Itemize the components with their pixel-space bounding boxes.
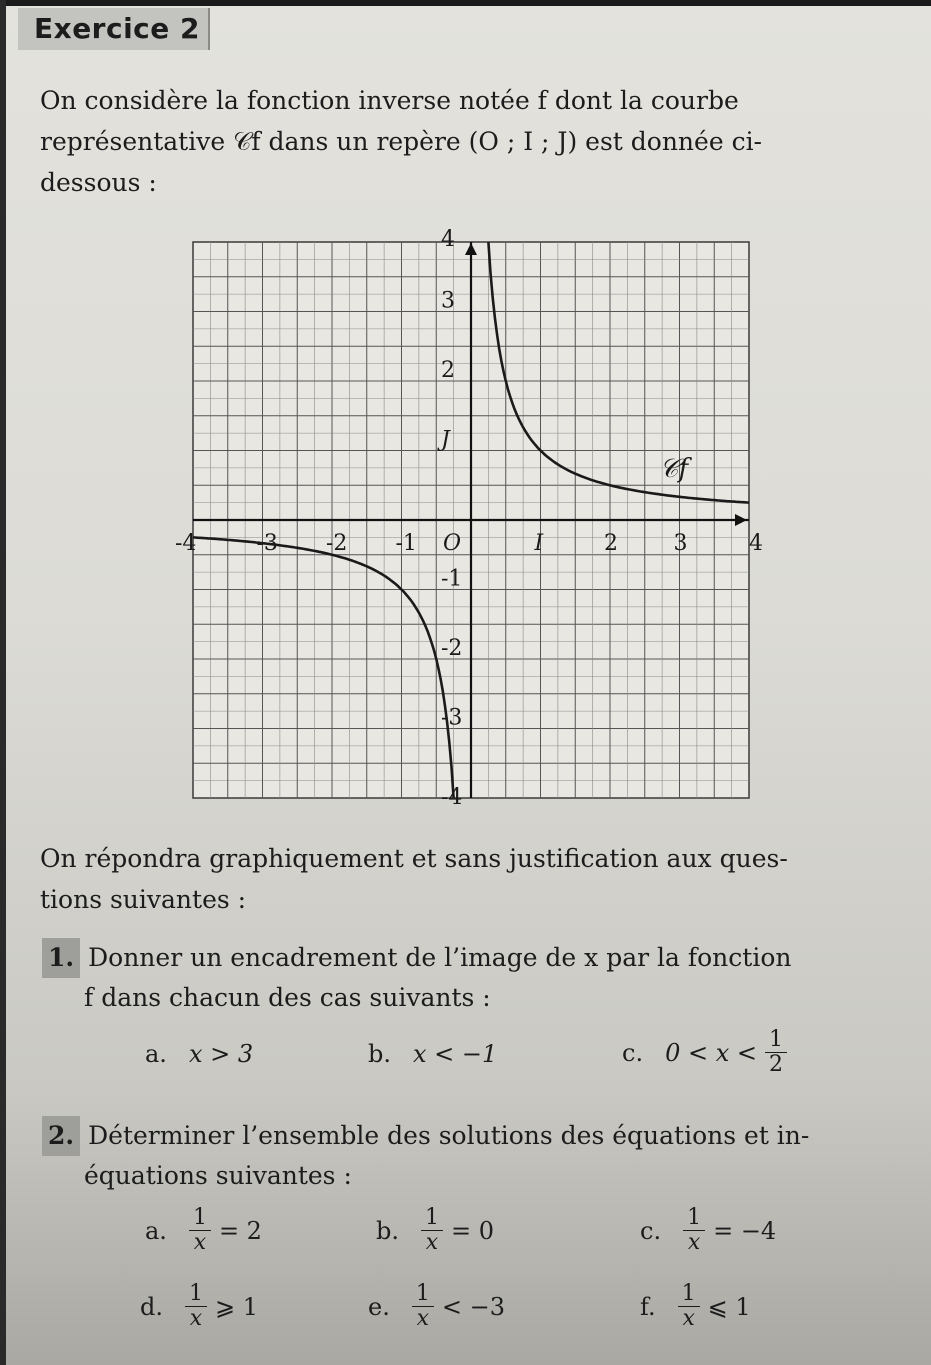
x-tick-label: I bbox=[534, 531, 544, 556]
q2-b-denominator: x bbox=[425, 1230, 439, 1255]
y-tick-label: -4 bbox=[441, 785, 463, 810]
x-tick-label: -4 bbox=[175, 531, 197, 556]
question-1 bbox=[42, 938, 902, 1018]
instructions-line-2: tions suivantes : bbox=[40, 885, 247, 914]
y-tick-label: 3 bbox=[441, 288, 455, 314]
instructions-line-1: On répondra graphiquement et sans justification aux ques- bbox=[40, 844, 788, 873]
q2-d-denominator: x bbox=[189, 1306, 203, 1331]
q2-f-numerator: 1 bbox=[678, 1282, 700, 1307]
question-1-line-2: f dans chacun des cas suivants : bbox=[84, 983, 491, 1012]
q2-c-rhs: = −4 bbox=[713, 1216, 777, 1245]
q2-e-label: e. bbox=[368, 1292, 390, 1321]
q1-c-numerator: 1 bbox=[765, 1028, 787, 1053]
intro-line-1: On considère la fonction inverse notée f dont la courbe bbox=[40, 86, 739, 115]
question-2 bbox=[42, 1116, 902, 1196]
question-2-line-1: Déterminer l’ensemble des solutions des équations et in- bbox=[88, 1121, 810, 1150]
q2-e-numerator: 1 bbox=[412, 1282, 434, 1307]
q1-item-a bbox=[145, 1040, 253, 1068]
x-tick-label: -1 bbox=[395, 531, 417, 556]
exercise-title: Exercice 2 bbox=[34, 12, 200, 45]
q1-c-denominator: 2 bbox=[769, 1052, 783, 1077]
x-tick-label: 2 bbox=[604, 531, 618, 556]
q2-item-e bbox=[368, 1282, 505, 1331]
q2-item-f bbox=[640, 1282, 751, 1331]
y-tick-label: -2 bbox=[441, 636, 463, 661]
y-tick-label: -1 bbox=[441, 566, 463, 592]
q2-e-rhs: < −3 bbox=[441, 1292, 505, 1321]
y-tick-label: 4 bbox=[441, 227, 455, 252]
question-1-number: 1. bbox=[42, 938, 80, 978]
q2-b-label: b. bbox=[376, 1216, 399, 1245]
q2-a-rhs: = 2 bbox=[218, 1216, 262, 1245]
question-2-line-2: équations suivantes : bbox=[84, 1161, 352, 1190]
intro-line-2: représentative 𝒞f dans un repère (O ; I ; J) est donnée ci- bbox=[40, 127, 763, 156]
q1-b-expr: x < −1 bbox=[413, 1040, 498, 1068]
q2-c-denominator: x bbox=[687, 1230, 701, 1255]
q2-f-label: f. bbox=[640, 1292, 656, 1321]
q1-c-expr: 0 < x < bbox=[665, 1038, 757, 1067]
q2-c-label: c. bbox=[640, 1216, 662, 1245]
q2-a-numerator: 1 bbox=[189, 1206, 211, 1231]
curve-label: 𝒞f bbox=[659, 453, 689, 484]
q2-item-c bbox=[640, 1206, 776, 1255]
q2-d-numerator: 1 bbox=[185, 1282, 207, 1307]
q2-a-denominator: x bbox=[193, 1230, 207, 1255]
q1-item-c bbox=[622, 1028, 795, 1077]
x-tick-label: O bbox=[443, 531, 462, 556]
q1-c-label: c. bbox=[622, 1038, 644, 1067]
instructions-paragraph bbox=[40, 838, 900, 920]
x-tick-label: -2 bbox=[326, 531, 348, 556]
q1-b-label: b. bbox=[368, 1040, 391, 1068]
q2-f-denominator: x bbox=[682, 1306, 695, 1331]
y-tick-label: 2 bbox=[441, 358, 455, 383]
q2-item-a bbox=[145, 1206, 262, 1255]
x-tick-label: -3 bbox=[256, 531, 278, 556]
question-2-number: 2. bbox=[42, 1116, 80, 1156]
q2-f-rhs: ⩽ 1 bbox=[707, 1292, 751, 1321]
y-tick-label: -3 bbox=[441, 705, 463, 731]
x-tick-label: 3 bbox=[673, 531, 688, 556]
q2-e-denominator: x bbox=[416, 1306, 430, 1331]
q2-b-numerator: 1 bbox=[421, 1206, 443, 1231]
q2-d-rhs: ⩾ 1 bbox=[215, 1292, 259, 1321]
q2-item-d bbox=[140, 1282, 258, 1331]
intro-line-3: dessous : bbox=[40, 168, 157, 197]
x-tick-label: 4 bbox=[749, 531, 763, 556]
q2-item-b bbox=[376, 1206, 494, 1255]
q1-a-label: a. bbox=[145, 1040, 167, 1068]
q1-c-fraction bbox=[765, 1028, 787, 1077]
y-tick-label: J bbox=[441, 427, 450, 453]
q1-item-b bbox=[368, 1040, 497, 1068]
q2-b-rhs: = 0 bbox=[451, 1216, 495, 1245]
q2-c-numerator: 1 bbox=[683, 1206, 705, 1231]
q2-a-label: a. bbox=[145, 1216, 167, 1245]
q2-d-label: d. bbox=[140, 1292, 163, 1321]
q1-a-expr: x > 3 bbox=[188, 1040, 254, 1068]
question-1-line-1: Donner un encadrement de l’image de x par la fonction bbox=[88, 943, 792, 972]
